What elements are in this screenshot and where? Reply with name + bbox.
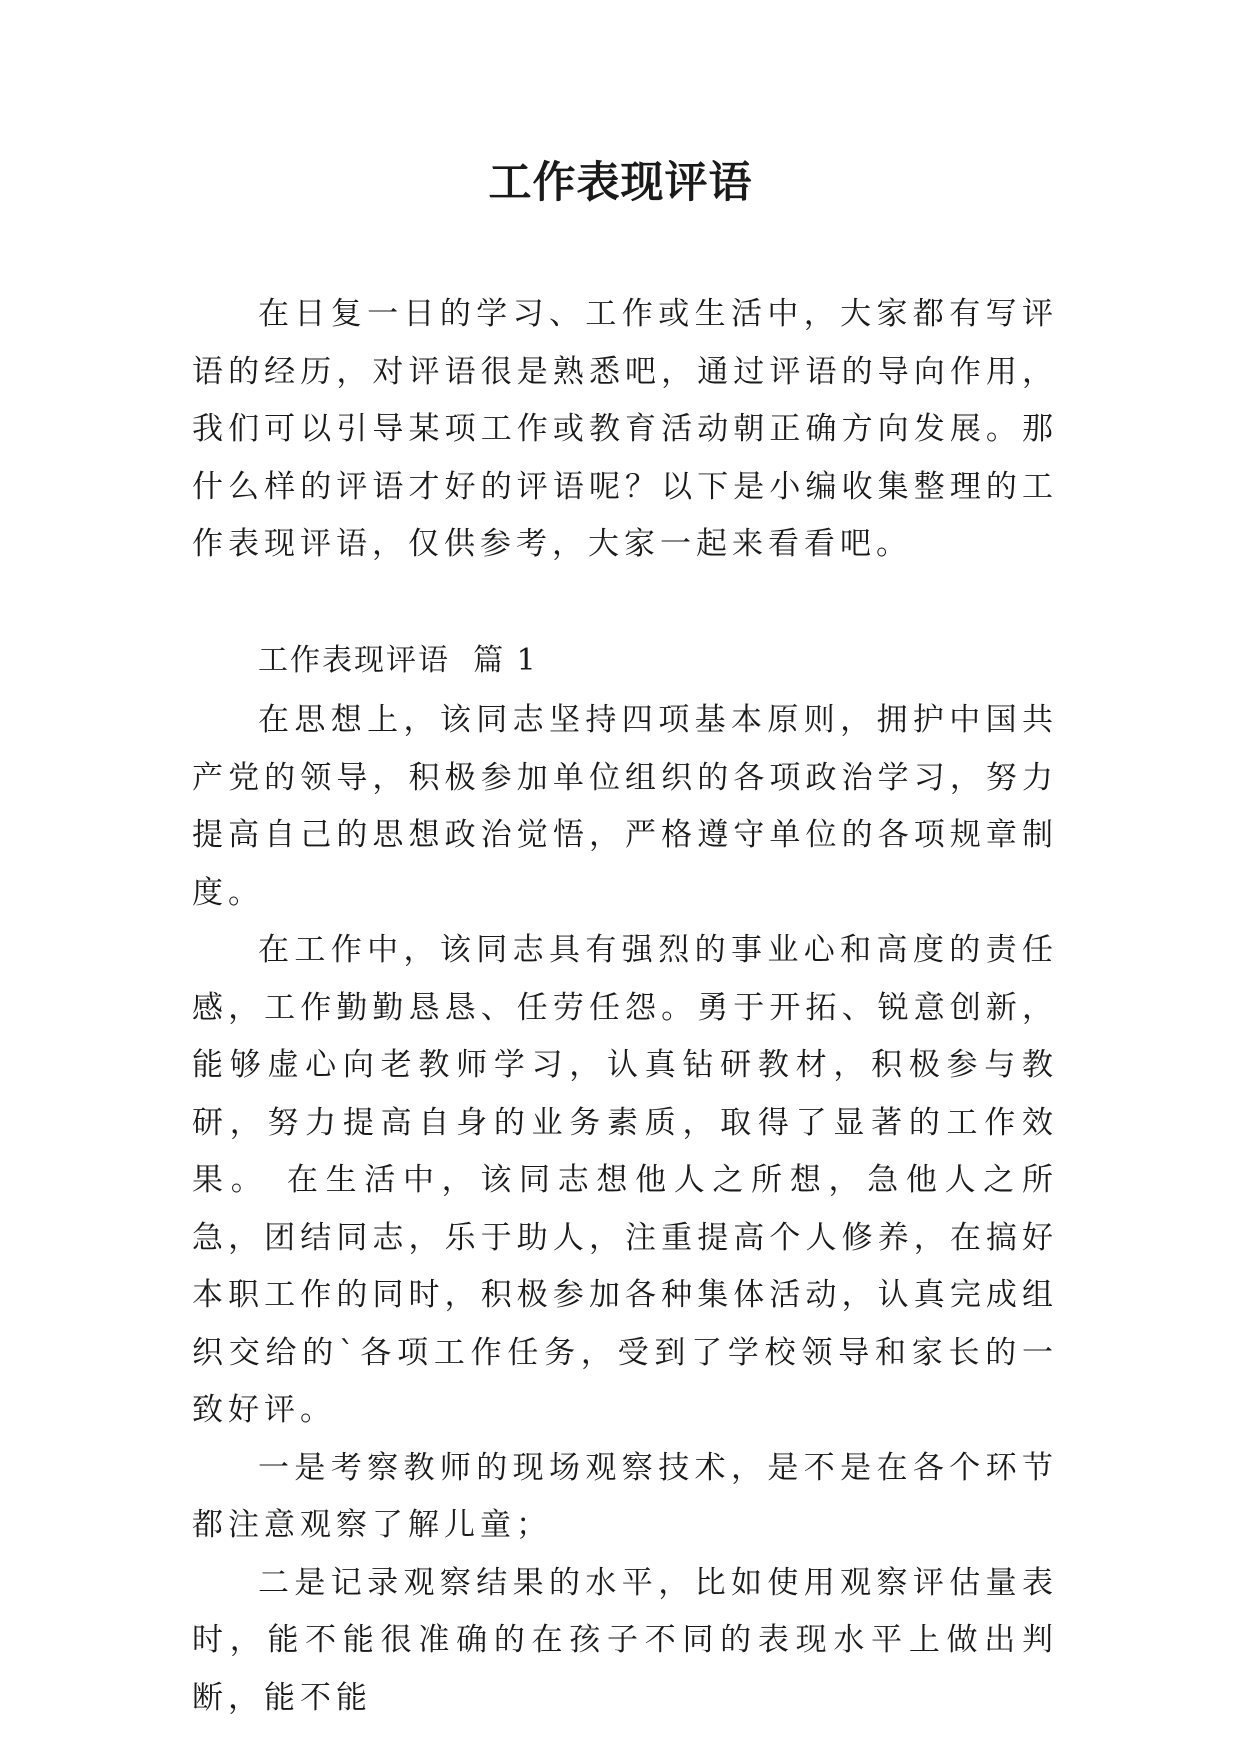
intro-section — [192, 286, 1058, 574]
body-paragraph: 一是考察教师的现场观察技术，是不是在各个环节都注意观察了解儿童； — [192, 1449, 1058, 1543]
section-body — [192, 692, 1058, 1727]
body-paragraph: 在思想上，该同志坚持四项基本原则，拥护中国共产党的领导，积极参加单位组织的各项政治学习，努力提高自己的思想政治觉悟，严格遵守单位的各项规章制度。 — [192, 702, 1058, 911]
body-paragraph: 二是记录观察结果的水平，比如使用观察评估量表时，能不能很准确的在孩子不同的表现水平上做出判断，能不能 — [192, 1564, 1058, 1716]
section-heading: 工作表现评语 篇 1 — [258, 643, 538, 678]
body-paragraph: 在工作中，该同志具有强烈的事业心和高度的责任感，工作勤勤恳恳、任劳任怨。勇于开拓、锐意创新，能够虚心向老教师学习，认真钻研教材，积极参与教研，努力提高自身的业务素质，取得了显著的工作效果。 在生活中，该同志想他人之所想，急他人之所急，团结同志，乐于助人，注重提高个人修养，在搞好本职工作的同时，积极参加各种集体活动，认真完成组织交给的`各项工作任务，受到了学校领导和家长的一致好评。 — [192, 932, 1058, 1428]
document-title: 工作表现评语 — [488, 158, 753, 208]
intro-paragraph: 在日复一日的学习、工作或生活中，大家都有写评语的经历，对评语很是熟悉吧，通过评语的导向作用，我们可以引导某项工作或教育活动朝正确方向发展。那什么样的评语才好的评语呢？以下是小编收集整理的工作表现评语，仅供参考，大家一起来看看吧。 — [192, 296, 1058, 562]
